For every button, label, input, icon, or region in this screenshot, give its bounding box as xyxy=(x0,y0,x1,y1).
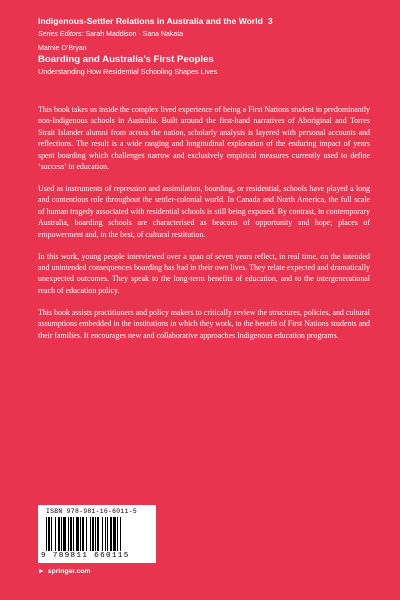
barcode-bar xyxy=(97,517,99,551)
barcode-bar xyxy=(73,517,74,551)
book-subtitle: Understanding How Residential Schooling Shapes Lives xyxy=(38,67,218,76)
barcode-bar xyxy=(82,517,84,551)
barcode-box xyxy=(38,505,156,563)
barcode-bar xyxy=(55,517,56,551)
series-editors xyxy=(38,30,378,40)
barcode-bar xyxy=(80,517,81,551)
blurb xyxy=(38,104,370,352)
blurb-paragraph: This book takes us inside the complex lived experience of being a First Nations student in predominantly non-Indigenous schools in Australia. Built around the first-hand narratives of Aboriginal and Torres Strait Islander alumni from across the nation, scholarly analysis is layered with personal accounts and reflections. The result is a wide ranging and longitudinal exploration of the enduring impact of years spent boarding which challenges narrow and exclusively empirical measures currently used to define ‘success’ in education. xyxy=(38,105,370,172)
blurb-paragraph: This book assists practitioners and policy makers to critically review the structures, policies, and cultural assumptions embedded in the institutions in which they work, to the benefit of First Nations students and their families. It encourages new and collaborative approaches Indigenous education programs. xyxy=(38,307,370,340)
series-editors-label: Series Editors: xyxy=(38,31,84,38)
blurb-paragraph: Used as instruments of repression and assimilation, boarding, or residential, schools have played a long and contentious role throughout the settler-colonial world. In Canada and North America, the full scale of human tragedy associated with residential schools is still being exposed. By contrast, in contemporary Australia, boarding schools are characterised as beacons of opportunity and hope; places of empowerment and, in the best, of cultural restitution. xyxy=(38,184,370,239)
blurb-paragraph: In this work, young people interviewed over a span of seven years reflect, in real time, on the intended and unintended consequences boarding has had in their own lives. They relate expected and dramatically unexpected outcomes. They speak to the long-term benefits of education, and to the intergenerational reach of education policy. xyxy=(38,251,370,295)
series-volume: 3 xyxy=(267,16,273,26)
barcode-bar xyxy=(95,517,96,551)
barcode-bar xyxy=(117,517,118,551)
barcode-bar xyxy=(113,517,116,551)
barcode-digits: 9 789811 660115 xyxy=(41,552,130,560)
series-name: Indigenous-Settler Relations in Australia and the World xyxy=(38,16,263,26)
publisher-url: springer.com xyxy=(47,568,91,575)
series-title xyxy=(38,16,378,27)
barcode-bar xyxy=(105,517,106,551)
barcode-bar xyxy=(70,517,72,551)
barcode-bar xyxy=(92,517,94,551)
barcode-bar xyxy=(107,517,108,551)
barcode-bar xyxy=(68,517,69,551)
barcode-bar xyxy=(46,517,47,551)
author-name: Marnie O’Bryan xyxy=(38,45,87,52)
book-title: Boarding and Australia’s First Peoples xyxy=(38,54,214,65)
series-header xyxy=(38,16,378,40)
barcode-bar xyxy=(102,517,103,551)
barcode-bar xyxy=(61,517,62,551)
barcode-bar xyxy=(86,517,87,551)
barcode-bar xyxy=(58,517,60,551)
series-editors-names: Sarah Maddison · Sana Nakata xyxy=(85,31,184,38)
barcode-bar xyxy=(76,517,79,551)
triangle-right-icon: ► xyxy=(38,568,45,575)
barcode-image xyxy=(46,517,148,551)
publisher-link[interactable] xyxy=(38,568,90,575)
barcode-bar xyxy=(51,517,52,551)
barcode-bar xyxy=(90,517,91,551)
isbn-text: ISBN 978-981-16-6011-5 xyxy=(46,508,137,515)
barcode-bar xyxy=(110,517,112,551)
barcode-bar xyxy=(120,517,121,551)
barcode-bar xyxy=(63,517,66,551)
barcode-bar xyxy=(48,517,50,551)
